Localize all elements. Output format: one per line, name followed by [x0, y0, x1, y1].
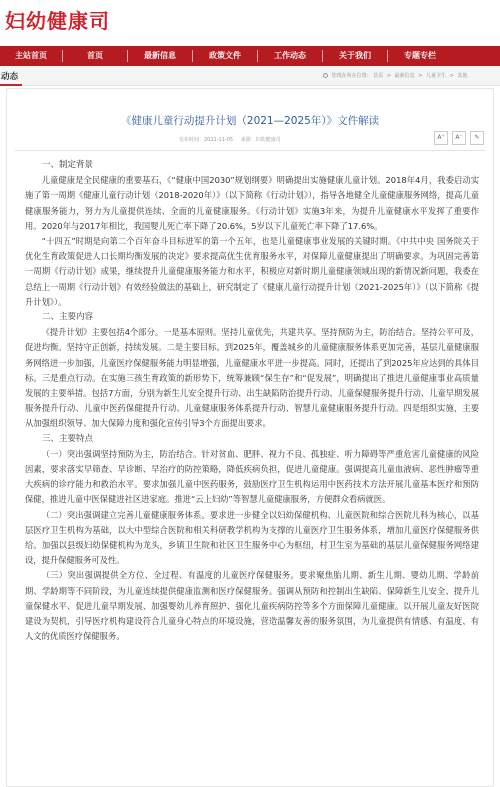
article-title: 《健康儿童行动提升计划（2021—2025年）》文件解读 — [120, 115, 380, 127]
nav-item-about[interactable]: 关于我们 — [339, 51, 371, 60]
nav-item-policy[interactable]: 政策文件 — [209, 51, 241, 60]
paragraph: “十四五”时期是向第二个百年奋斗目标进军的第一个五年，也是儿童健康事业发展的关键时期。《中共中央 国务院关于优化生育政策促进人口长期均衡发展的决定》要求提高优生优育服务水平，对保障儿童健康提出了明确要求。为巩固完善第一周期《行动计划》成果，继续提升儿童健康服务能力和水平，积极应对新时期儿童健康领域出现的新情况新问题，我委在总结上一周期《行动计划》有效经验做法的基础上，研究制定了《健康儿童行动提升计划（2021-2025年）》（以下简称《提升计划》）。 — [25, 236, 479, 307]
paragraph: 《提升计划》主要包括4个部分。一是基本原则。坚持儿童优先，共建共享。坚持预防为主，防治结合。坚持公平可及，促进均衡。坚持守正创新，持续发展。二是主要目标。到2025年，覆盖城乡的儿童健康服务体系更加完善，基层儿童健康服务网络进一步加强，儿童医疗保健服务能力明显增强，儿童健康水平进一步提高。同时，还提出了到2025年应达到的具体目标。三是重点行动。在实施三孩生育政策的新形势下，统筹兼顾“保生存”和“促发展”，明确提出了推进儿童健康事业高质量发展的主要举措。包括7方面，分别为新生儿安全提升行动、出生缺陷防治提升行动、儿童保健服务提升行动、儿童早期发展服务提升行动、儿童中医药保健提升行动、儿童健康服务体系提升行动、智慧儿童健康服务提升行动。四是组织实施，主要从加强组织领导、加大保障力度和强化宣传引导3个方面提出要求。 — [25, 327, 479, 429]
section-heading: 三、主要特点 — [42, 433, 94, 444]
breadcrumb — [323, 72, 467, 79]
main-nav — [0, 46, 500, 66]
site-logo[interactable]: 妇幼健康司 — [5, 9, 110, 33]
breadcrumb-separator: > — [418, 73, 423, 79]
article-body — [25, 158, 479, 645]
section-heading: 一、制定背景 — [42, 160, 94, 170]
font-increase-button[interactable]: A⁺ — [434, 131, 448, 145]
article-meta — [179, 136, 287, 143]
font-decrease-button[interactable]: A⁻ — [452, 131, 466, 145]
section-underline — [0, 84, 22, 86]
paragraph: （三）突出强调提供全方位、全过程、有温度的儿童医疗保健服务。要求聚焦胎儿期、新生儿期、婴幼儿期、学龄前期、学龄期等不同阶段，为儿童连续提供健康监测和医疗保健服务。强调从预防和控制出生缺陷、保障新生儿安全、提升儿童保健水平、促进儿童早期发展、加强婴幼儿养育照护、强化儿童疾病防控等多个方面保障儿童健康。以开展儿童友好医院建设为契机，引导医疗机构建设符合儿童身心特点的环境设施，营造温馨友善的服务氛围，为儿童提供有情感、有温度、有人文的优质医疗保健服务。 — [25, 570, 479, 642]
nav-item-latest[interactable]: 最新信息 — [144, 51, 176, 60]
breadcrumb-separator: > — [386, 73, 392, 79]
section-title: 动态 — [1, 72, 19, 82]
nav-item-special[interactable]: 专题专栏 — [404, 51, 436, 60]
site-header — [0, 0, 500, 46]
article-source: 来源：妇幼健康司 — [240, 137, 281, 143]
title-divider — [15, 150, 485, 151]
article-panel — [6, 88, 494, 787]
nav-item-home[interactable]: 首页 — [87, 51, 103, 60]
breadcrumb-other[interactable]: 其他 — [457, 73, 468, 79]
paragraph: （二）突出强调建立完善儿童健康服务体系。要求进一步健全以妇幼保健机构、儿童医院和综合医院儿科为核心，以基层医疗卫生机构为基础，以大中型综合医院和相关科研教学机构为支撑的儿童医疗卫生服务体系，增加儿童医疗保健服务供给。加强以县级妇幼保健机构为龙头，乡镇卫生院和社区卫生服务中心为枢纽，村卫生室为基础的基层儿童保健服务网络建设，提升保健服务可及性。 — [25, 509, 479, 566]
breadcrumb-child-health[interactable]: 儿童卫生 — [426, 73, 447, 79]
paragraph: 儿童健康是全民健康的重要基石，《“健康中国2030”规划纲要》明确提出实施健康儿童计划。2018年4月，我委启动实施了第一周期《健康儿童行动计划（2018-2020年）》（以下简称《行动计划》），指导各地健全儿童健康服务网络，提高儿童健康服务能力，努力为儿童提供连续、全面的儿童健康服务。《行动计划》实施3年来，为提升儿童健康水平发挥了重要作用。2020年与2017年相比，我国婴儿死亡率下降了20.6%，5岁以下儿童死亡率下降了17.6%。 — [25, 175, 479, 231]
edit-icon[interactable]: ✎ — [470, 131, 484, 145]
paragraph: （一）突出强调坚持预防为主，防治结合。针对贫血、肥胖、视力不良、孤独症、听力障碍等严重危害儿童健康的风险因素，要求落实早筛查、早诊断、早治疗的防控策略，降低疾病负担，促进儿童健康。强调提高儿童血液病、恶性肿瘤等重大疾病的诊疗能力和救治水平。要求加强儿童中医药服务，鼓励医疗卫生机构运用中医药技术方法开展儿童基本医疗和预防保健，推进儿童中医保健进社区进家庭。推进“云上妇幼”等智慧儿童健康服务，方便群众看病就医。 — [25, 448, 479, 505]
breadcrumb-separator: > — [449, 73, 454, 79]
breadcrumb-latest[interactable]: 最新信息 — [394, 73, 415, 79]
section-heading: 二、主要内容 — [42, 312, 94, 323]
breadcrumb-home[interactable]: 首页 — [373, 73, 384, 79]
home-icon — [323, 73, 328, 78]
sub-header — [0, 66, 500, 86]
nav-item-work-news[interactable]: 工作动态 — [274, 51, 306, 60]
breadcrumb-prefix: 您现在所在位置： — [331, 73, 372, 79]
publish-date: 发布时间：2021-11-05 — [179, 137, 234, 143]
nav-item-main-home[interactable]: 主站首页 — [15, 51, 47, 60]
